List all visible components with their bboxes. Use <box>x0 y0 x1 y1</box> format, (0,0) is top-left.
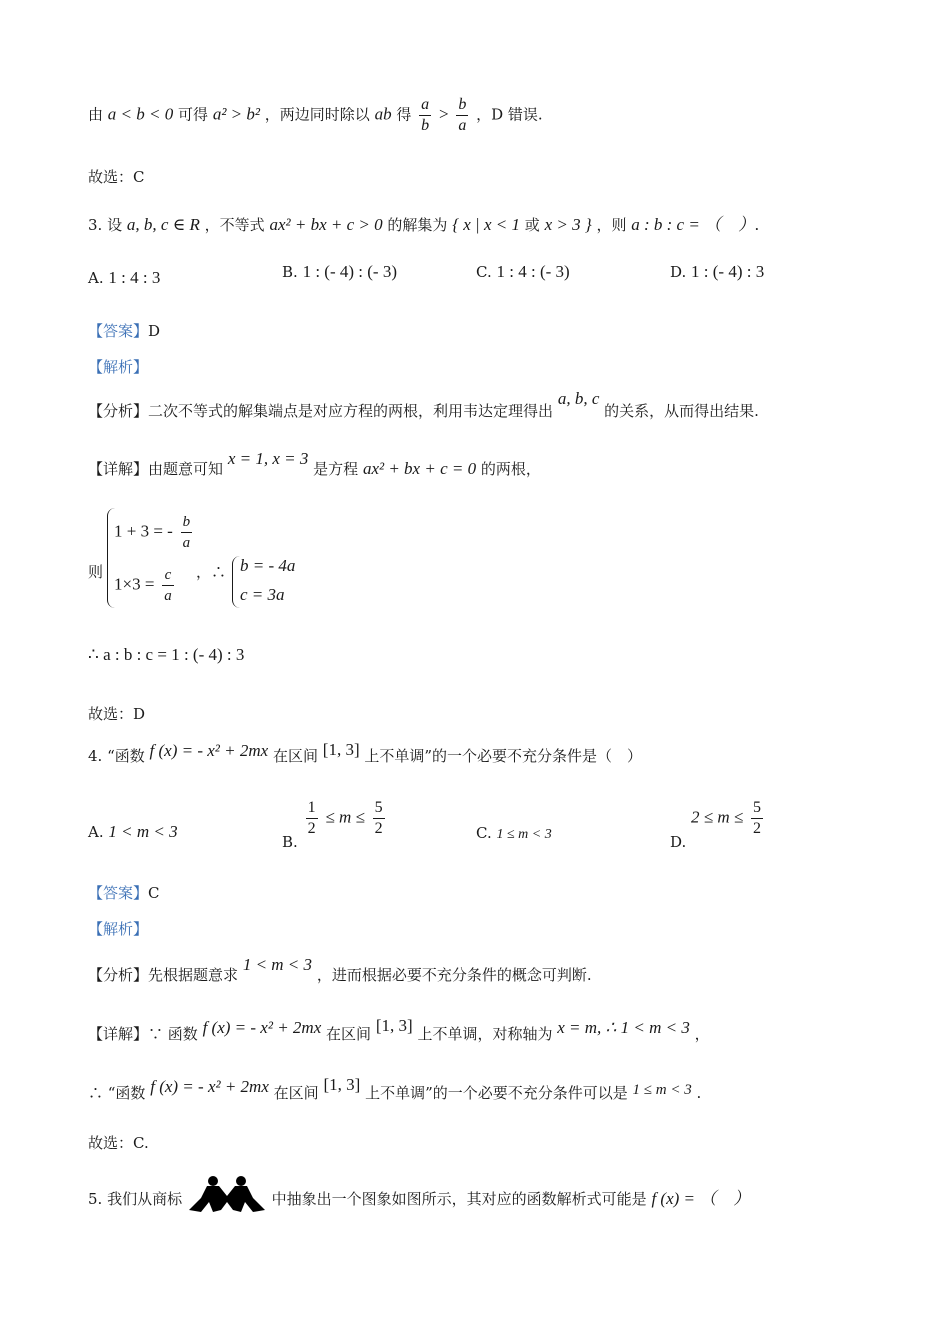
q3-fenxi: 【分析】二次不等式的解集端点是对应方程的两根，利用韦达定理得出 a, b, c 的关系，从而得出结果. <box>88 389 759 420</box>
text: 3. 设 <box>88 216 123 234</box>
text: ，两边同时除以 <box>264 105 370 124</box>
choice-line: 故选：C. <box>88 1134 149 1152</box>
text: ，则 <box>596 216 627 234</box>
q3-option-c[interactable]: C. 1 : 4 : (- 3) <box>476 262 570 281</box>
math: a < b < 0 <box>107 104 174 124</box>
math: a² > b² <box>212 104 260 124</box>
text: ，不等式 <box>204 216 265 234</box>
q4-detail: 【详解】∵ 函数 f (x) = - x² + 2mx 在区间 [1, 3] 上不单调，对称轴为 x = m, ∴ 1 < m < 3 ， <box>88 1016 710 1043</box>
fraction: $\frac{a}{b}$ <box>421 96 430 134</box>
system-eq1: 1 + 3 = - $\frac{b}{a}$ <box>114 514 191 551</box>
q3-question <box>88 210 759 235</box>
q3-option-d[interactable]: D. 1 : (- 4) : 3 <box>670 262 765 281</box>
text: 可得 <box>178 105 209 124</box>
math: > <box>438 104 449 124</box>
text: 由 <box>88 105 104 124</box>
q4-answer: 【答案】C <box>88 884 160 902</box>
q3-answer: 【答案】D <box>88 322 161 340</box>
q4-conclusion: ∴ “函数 f (x) = - x² + 2mx 在区间 [1, 3] 上不单调”的一个必要不充分条件可以是 1 ≤ m < 3 . <box>88 1075 702 1102</box>
choice-line: 故选：D <box>88 705 146 723</box>
left-brace <box>232 556 240 608</box>
text: 的解集为 <box>387 216 448 234</box>
solution-b: b = - 4a <box>240 556 296 575</box>
math: ax² + bx + c > 0 <box>269 215 383 234</box>
text: ，D 错误. <box>476 105 543 124</box>
math: a : b : c = （ ）. <box>631 215 760 234</box>
q4-option-b[interactable]: B. $\frac{1}{2}$ ≤ m ≤ $\frac{5}{2}$ <box>282 799 383 851</box>
text: 或 <box>524 216 540 234</box>
q4-option-a[interactable]: A. 1 < m < 3 <box>88 822 178 841</box>
fraction: $\frac{b}{a}$ <box>458 96 467 134</box>
math: x > 3 } <box>544 215 592 234</box>
math: a, b, c ∈ R <box>126 215 200 234</box>
solution-c: c = 3a <box>240 585 285 604</box>
q4-question: 4. “函数 f (x) = - x² + 2mx 在区间 [1, 3] 上不单调”的一个必要不充分条件是（ ） <box>88 740 643 765</box>
kappa-logo-icon <box>187 1174 267 1214</box>
math: ab <box>374 104 392 124</box>
q3-ratio: ∴ a : b : c = 1 : (- 4) : 3 <box>88 645 245 664</box>
q3-analysis-tag: 【解析】 <box>88 358 149 376</box>
q4-option-c[interactable]: C. 1 ≤ m < 3 <box>476 824 552 842</box>
q4-option-d[interactable]: D. 2 ≤ m ≤ $\frac{5}{2}$ <box>670 799 762 851</box>
q3-option-b[interactable]: B. 1 : (- 4) : (- 3) <box>282 262 397 281</box>
choice-line: 故选：C <box>88 168 145 186</box>
q2-explanation-line <box>88 95 543 136</box>
q4-fenxi: 【分析】先根据题意求 1 < m < 3 ，进而根据必要不充分条件的概念可判断. <box>88 955 592 984</box>
ze-label: 则 <box>88 563 104 581</box>
q3-option-a[interactable]: A. 1 : 4 : 3 <box>88 268 161 287</box>
therefore-sign: ，∴ <box>196 563 227 581</box>
q4-analysis-tag: 【解析】 <box>88 920 149 938</box>
text: 得 <box>396 105 412 124</box>
system-eq2: 1×3 = $\frac{c}{a}$ <box>114 567 172 604</box>
math: { x | x < 1 <box>452 215 520 234</box>
q5-question: 5. 我们从商标 中抽象出一个图象如图所示，其对应的函数解析式可能是 f (x) = （ ） <box>88 1180 750 1220</box>
q3-detail: 【详解】由题意可知 x = 1, x = 3 是方程 ax² + bx + c = 0 的两根， <box>88 449 541 478</box>
